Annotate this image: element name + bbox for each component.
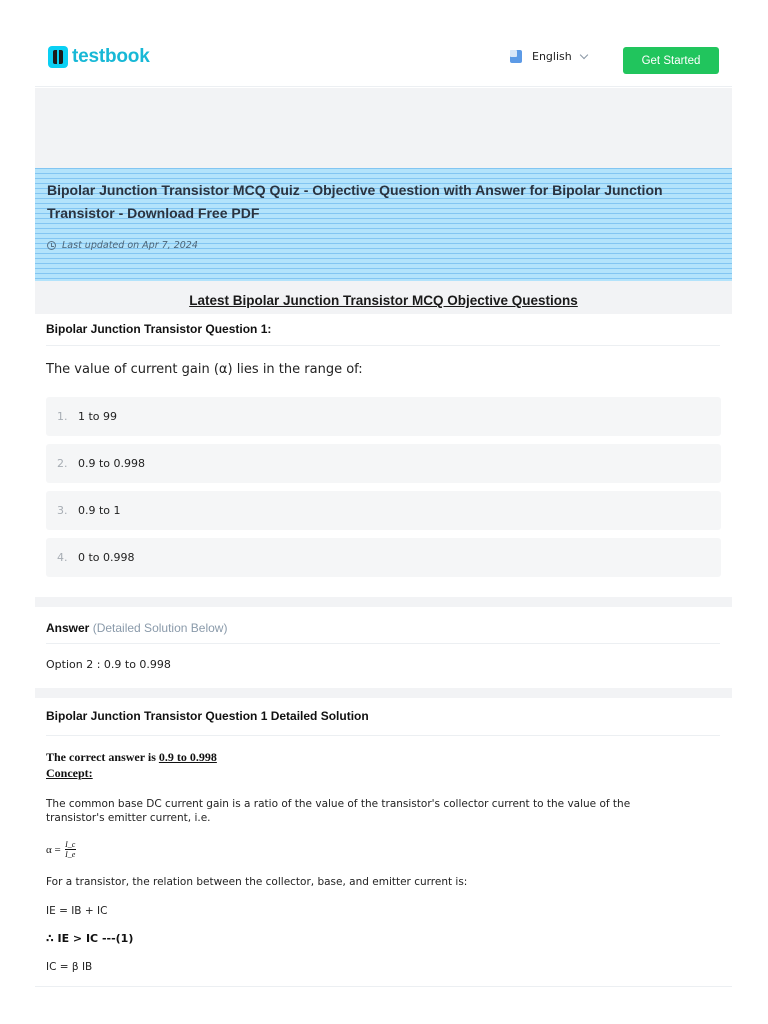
option-label: 0.9 to 1 xyxy=(78,504,121,517)
option-label: 0.9 to 0.998 xyxy=(78,457,146,470)
section-header xyxy=(35,281,732,314)
divider xyxy=(46,643,720,644)
option-number: 2. xyxy=(57,457,68,470)
language-selector[interactable] xyxy=(510,50,587,63)
translate-icon xyxy=(510,50,522,63)
equation-3: IC = β IB xyxy=(46,961,93,973)
formula-lhs: α = xyxy=(46,843,61,856)
option-2[interactable] xyxy=(46,444,721,483)
hero-banner xyxy=(35,168,732,281)
option-number: 4. xyxy=(57,551,68,564)
language-label: English xyxy=(532,50,572,63)
formula-numerator: I_c xyxy=(65,840,76,849)
concept-heading: Concept: xyxy=(46,766,93,780)
relation-text: For a transistor, the relation between the collector, base, and emitter current is: xyxy=(46,876,468,888)
option-4[interactable] xyxy=(46,538,721,577)
option-number: 3. xyxy=(57,504,68,517)
option-label: 1 to 99 xyxy=(78,410,118,423)
question-text: The value of current gain (α) lies in the range of: xyxy=(46,362,363,377)
solution-heading: Bipolar Junction Transistor Question 1 Detailed Solution xyxy=(46,709,369,723)
option-label: 0 to 0.998 xyxy=(78,551,135,564)
correct-answer xyxy=(46,750,217,765)
testbook-logo-icon xyxy=(48,46,68,68)
get-started-button[interactable]: Get Started xyxy=(623,47,719,74)
equation-2: ∴ IE > IC ---(1) xyxy=(46,932,134,945)
equation-1: IE = IB + IC xyxy=(46,905,108,917)
option-3[interactable] xyxy=(46,491,721,530)
ad-placeholder xyxy=(35,88,732,168)
answer-label xyxy=(46,621,227,635)
page-title: Bipolar Junction Transistor MCQ Quiz - Objective Question with Answer for Bipolar Junction Transistor - Download Free PDF xyxy=(47,182,663,221)
last-updated xyxy=(47,240,198,251)
divider xyxy=(35,986,732,987)
site-header xyxy=(35,36,732,87)
question-heading: Bipolar Junction Transistor Question 1: xyxy=(46,322,272,336)
clock-icon xyxy=(47,241,56,250)
last-updated-text: Last updated on Apr 7, 2024 xyxy=(62,240,198,251)
logo-text: testbook xyxy=(72,46,150,67)
correct-prefix: The correct answer is xyxy=(46,750,159,764)
concept-paragraph: The common base DC current gain is a ratio of the value of the transistor's collector current to the value of the transistor's emitter current, i.e. xyxy=(46,798,631,824)
divider xyxy=(35,597,732,607)
alpha-formula xyxy=(46,840,76,859)
option-number: 1. xyxy=(57,410,68,423)
divider xyxy=(46,735,720,736)
correct-value: 0.9 to 0.998 xyxy=(158,750,217,764)
answer-title: Answer xyxy=(46,621,90,635)
detailed-solution-link[interactable]: (Detailed Solution Below) xyxy=(92,621,228,635)
divider xyxy=(35,688,732,698)
formula-fraction xyxy=(65,840,76,859)
testbook-logo[interactable] xyxy=(48,46,150,68)
option-1[interactable] xyxy=(46,397,721,436)
chevron-down-icon xyxy=(579,50,587,58)
divider xyxy=(46,345,720,346)
answer-value: Option 2 : 0.9 to 0.998 xyxy=(46,658,171,671)
formula-denominator: I_e xyxy=(65,850,76,859)
section-title: Latest Bipolar Junction Transistor MCQ Objective Questions xyxy=(189,293,578,308)
